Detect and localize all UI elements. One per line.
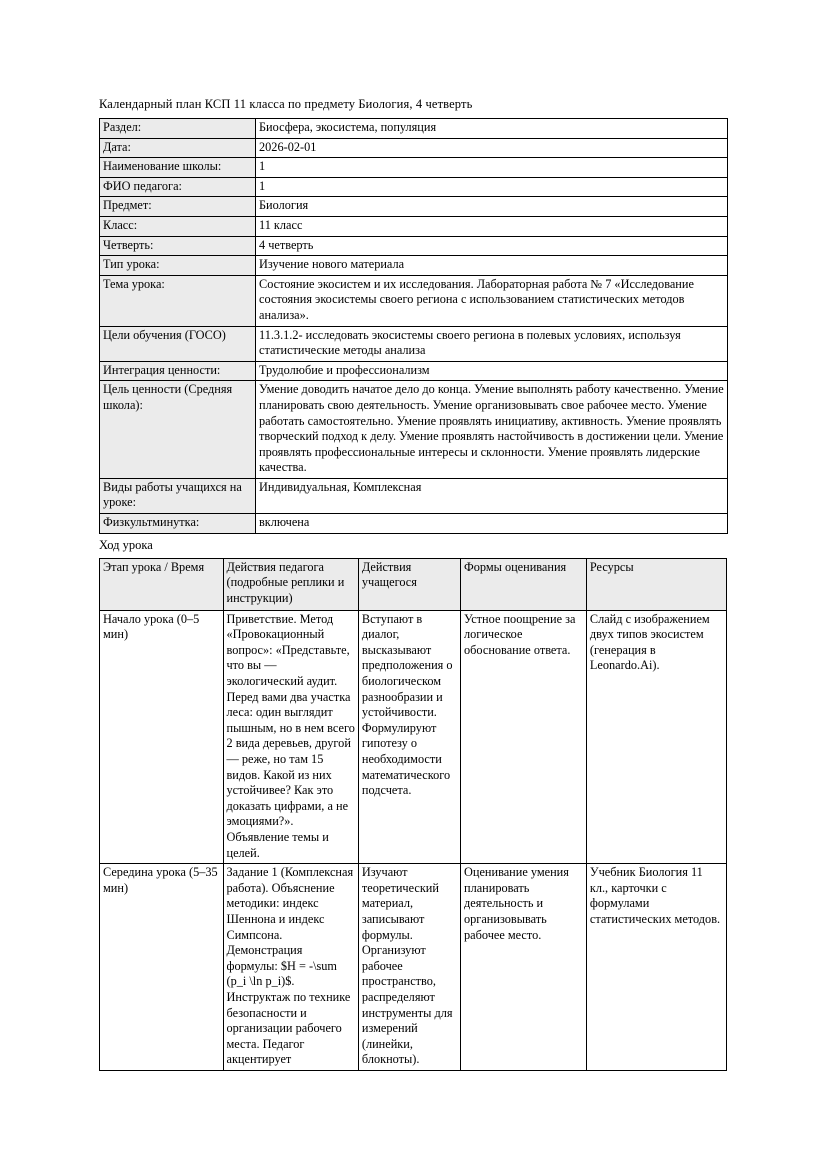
lesson-info-body (100, 119, 728, 534)
info-label: Дата: (100, 138, 256, 158)
table-row (100, 256, 728, 276)
info-label: Класс: (100, 216, 256, 236)
info-label: Цель ценности (Средняя школа): (100, 381, 256, 479)
info-label: Наименование школы: (100, 158, 256, 178)
info-label: Цели обучения (ГОСО) (100, 326, 256, 361)
info-value: 11 класс (256, 216, 728, 236)
info-label: Виды работы учащихся на уроке: (100, 478, 256, 513)
table-row (100, 138, 728, 158)
cell-teacher-actions: Приветствие. Метод «Провокационный вопрос»: «Представьте, что вы — экологический аудит. Перед вами два участка леса: один выглядит пышным, но в нем всего 2 вида деревьев, другой — реже, но там 15 видов. Какой из них устойчивее? Как это доказать цифрами, а не эмоциями?». Объявление темы и целей. (223, 610, 358, 864)
info-label: Тема урока: (100, 275, 256, 326)
info-label: Четверть: (100, 236, 256, 256)
info-value: Изучение нового материала (256, 256, 728, 276)
table-row (100, 177, 728, 197)
info-label: Предмет: (100, 197, 256, 217)
info-value: 4 четверть (256, 236, 728, 256)
table-row (100, 275, 728, 326)
table-row (100, 236, 728, 256)
info-value: 2026-02-01 (256, 138, 728, 158)
lesson-flow-caption: Ход урока (99, 537, 153, 552)
lesson-flow-head (100, 558, 727, 610)
info-value: 1 (256, 158, 728, 178)
info-value: 11.3.1.2- исследовать экосистемы своего региона в полевых условиях, используя статистические методы анализа (256, 326, 728, 361)
info-value: Биосфера, экосистема, популяция (256, 119, 728, 139)
table-row (100, 326, 728, 361)
info-label: ФИО педагога: (100, 177, 256, 197)
info-label: Интеграция ценности: (100, 361, 256, 381)
info-value: Индивидуальная, Комплексная (256, 478, 728, 513)
column-header-resources: Ресурсы (586, 558, 726, 610)
info-value: Состояние экосистем и их исследования. Лабораторная работа № 7 «Исследование состояния экосистемы своего региона с использованием статистических методов анализа». (256, 275, 728, 326)
table-header-row (100, 558, 727, 610)
cell-student-actions: Изучают теоретический материал, записывают формулы. Организуют рабочее пространство, распределяют инструменты для измерений (линейки, блокноты). (358, 864, 460, 1071)
table-row (100, 514, 728, 534)
column-header-student-actions: Действия учащегося (358, 558, 460, 610)
info-value: Биология (256, 197, 728, 217)
info-value: Умение доводить начатое дело до конца. Умение выполнять работу качественно. Умение планировать свою деятельность. Умение организовывать свое рабочее место. Умение работать самостоятельно. Умение проявлять инициативу, активность. Умение проявлять творческий подход к делу. Умение проявлять настойчивость в достижении цели. Умение проявлять профессиональные интересы и склонности. Умение проявлять лидерские качества. (256, 381, 728, 479)
cell-resources: Слайд с изображением двух типов экосистем (генерация в Leonardo.Ai). (586, 610, 726, 864)
info-label: Тип урока: (100, 256, 256, 276)
column-header-teacher-actions: Действия педагога (подробные реплики и инструкции) (223, 558, 358, 610)
table-row (100, 361, 728, 381)
info-value: 1 (256, 177, 728, 197)
page-title: Календарный план КСП 11 класса по предмету Биология, 4 четверть (99, 97, 473, 111)
lesson-flow-table (99, 558, 727, 1071)
info-label: Физкультминутка: (100, 514, 256, 534)
cell-assessment: Устное поощрение за логическое обоснование ответа. (461, 610, 587, 864)
table-row (100, 216, 728, 236)
table-row (100, 610, 727, 864)
table-row (100, 119, 728, 139)
column-header-assessment: Формы оценивания (461, 558, 587, 610)
table-row (100, 381, 728, 479)
info-value: Трудолюбие и профессионализм (256, 361, 728, 381)
info-label: Раздел: (100, 119, 256, 139)
cell-assessment: Оценивание умения планировать деятельность и организовывать рабочее место. (461, 864, 587, 1071)
info-value: включена (256, 514, 728, 534)
cell-stage: Начало урока (0–5 мин) (100, 610, 224, 864)
table-row (100, 197, 728, 217)
cell-teacher-actions: Задание 1 (Комплексная работа). Объяснение методики: индекс Шеннона и индекс Симпсона. Демонстрация формулы: $H = -\sum (p_i \ln p_i)$. Инструктаж по технике безопасности и организации рабочего места. Педагог акцентирует (223, 864, 358, 1071)
table-row (100, 158, 728, 178)
lesson-info-table (99, 118, 728, 534)
table-row (100, 864, 727, 1071)
cell-student-actions: Вступают в диалог, высказывают предположения о биологическом разнообразии и устойчивости. Формулируют гипотезу о необходимости математического подсчета. (358, 610, 460, 864)
lesson-flow-body (100, 610, 727, 1070)
table-row (100, 478, 728, 513)
column-header-stage: Этап урока / Время (100, 558, 224, 610)
cell-stage: Середина урока (5–35 мин) (100, 864, 224, 1071)
cell-resources: Учебник Биология 11 кл., карточки с формулами статистических методов. (586, 864, 726, 1071)
